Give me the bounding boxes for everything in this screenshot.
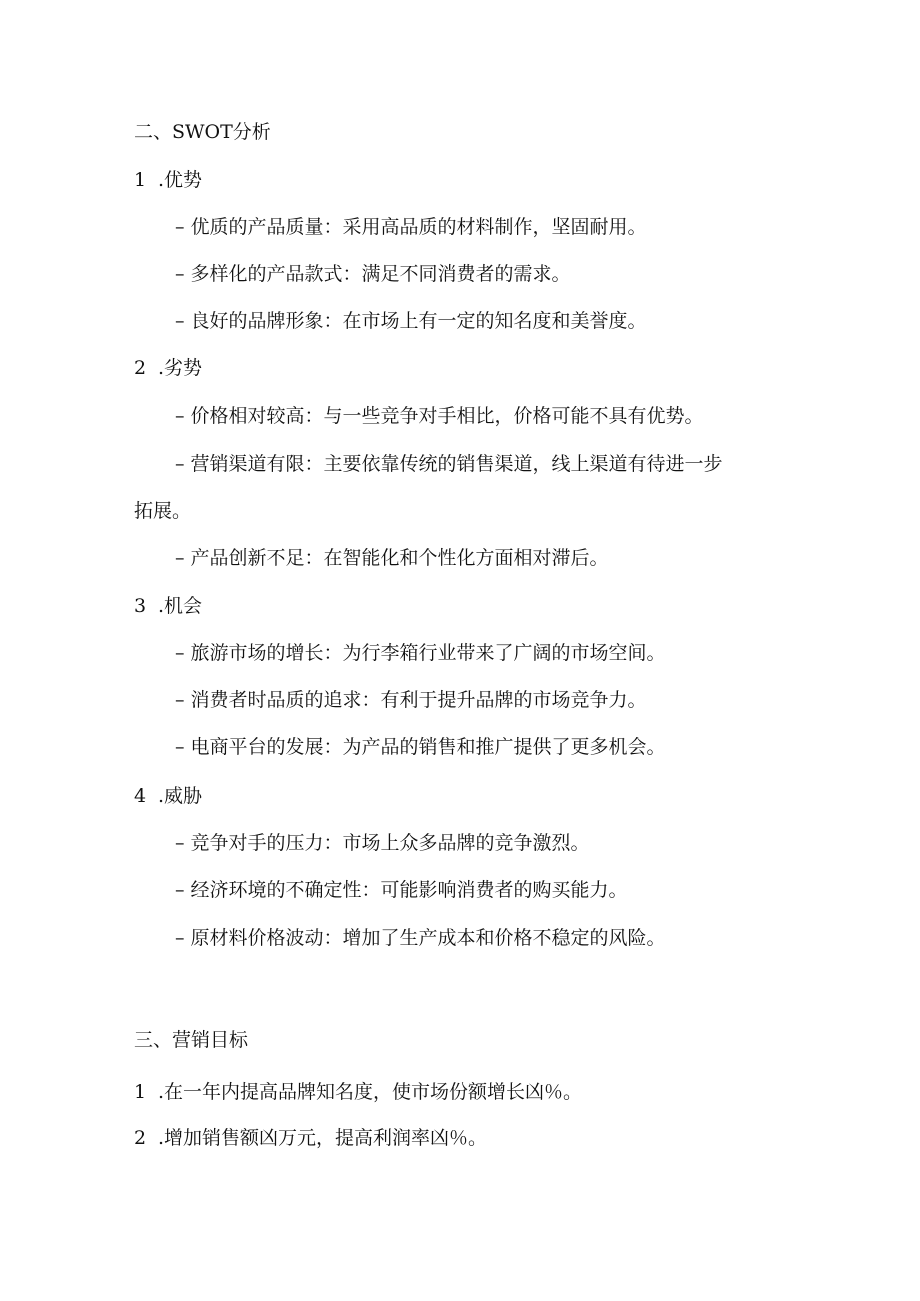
subheading-threats <box>134 784 202 808</box>
list-item: – 营销渠道有限：主要依靠传统的销售渠道，线上渠道有待进一步 <box>175 453 723 475</box>
list-item: – 优质的产品质量：采用高品质的材料制作，坚固耐用。 <box>175 216 647 238</box>
list-label: .优势 <box>158 169 203 191</box>
list-item: – 价格相对较高：与一些竞争对手相比，价格可能不具有优势。 <box>175 405 704 427</box>
list-item: – 良好的品牌形象：在市场上有一定的知名度和美誉度。 <box>175 310 647 332</box>
list-label: .劣势 <box>158 357 203 379</box>
subheading-strengths <box>134 168 202 192</box>
subheading-weaknesses <box>134 356 202 380</box>
list-item: – 旅游市场的增长：为行李箱行业带来了广阔的市场空间。 <box>175 642 666 664</box>
list-item: – 消费者时品质的追求：有利于提升品牌的市场竞争力。 <box>175 689 647 711</box>
section-heading-marketing-goals: 三、营销目标 <box>134 1029 249 1051</box>
list-number: 2 <box>134 1127 147 1149</box>
list-item: – 原材料价格波动：增加了生产成本和价格不稳定的风险。 <box>175 927 666 949</box>
list-label: .威胁 <box>158 785 203 807</box>
list-item: – 竞争对手的压力：市场上众多品牌的竞争激烈。 <box>175 832 590 854</box>
list-item <box>134 1080 582 1104</box>
list-label: .在一年内提高品牌知名度，使市场份额增长凶％。 <box>158 1081 583 1103</box>
section-heading-swot: 二、SWOT分析 <box>134 121 271 143</box>
subheading-opportunities <box>134 594 202 618</box>
list-label: .增加销售额凶万元，提高利润率凶％。 <box>158 1127 488 1149</box>
list-number: 4 <box>134 785 147 807</box>
list-number: 2 <box>134 357 147 379</box>
list-item: – 电商平台的发展：为产品的销售和推广提供了更多机会。 <box>175 736 666 758</box>
list-item: – 多样化的产品款式：满足不同消费者的需求。 <box>175 263 571 285</box>
list-number: 3 <box>134 595 147 617</box>
list-number: 1 <box>134 1081 147 1103</box>
list-item: – 经济环境的不确定性：可能影响消费者的购买能力。 <box>175 879 628 901</box>
list-item <box>134 1126 487 1150</box>
list-number: 1 <box>134 169 147 191</box>
list-item-continuation: 拓展。 <box>134 500 192 522</box>
list-label: .机会 <box>158 595 203 617</box>
list-item: – 产品创新不足：在智能化和个性化方面相对滞后。 <box>175 547 609 569</box>
